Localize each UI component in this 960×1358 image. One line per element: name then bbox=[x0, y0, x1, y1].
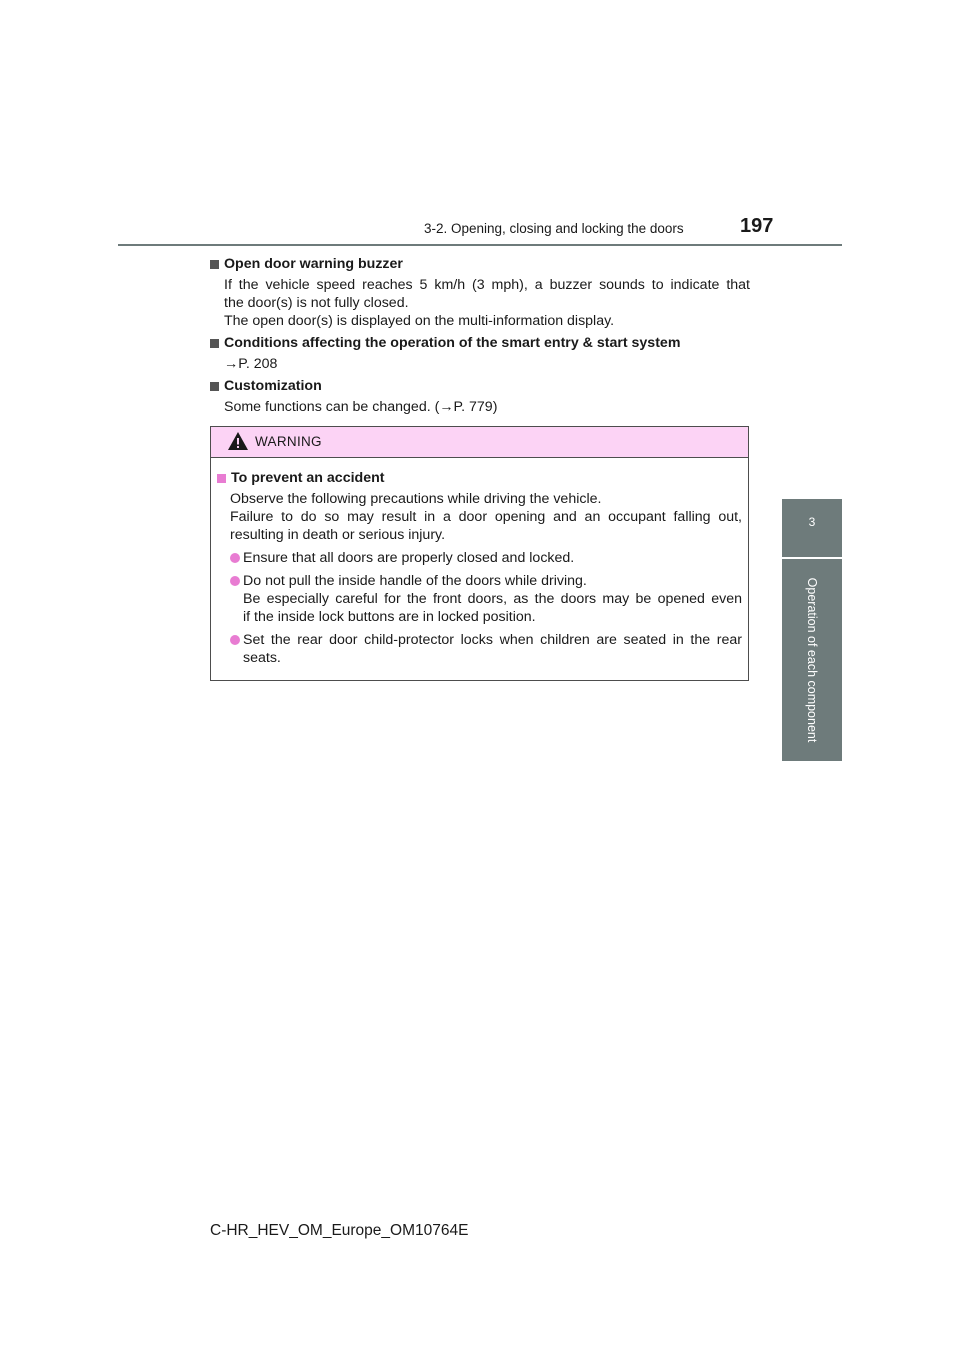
running-header-section: 3-2. Opening, closing and locking the doors bbox=[424, 221, 684, 236]
body-line: Be especially careful for the front doors, as the doors may be opened even bbox=[243, 591, 742, 607]
chapter-number: 3 bbox=[808, 515, 816, 529]
warning-body bbox=[211, 458, 748, 667]
warning-triangle-icon bbox=[227, 431, 249, 451]
warning-intro bbox=[217, 490, 742, 544]
section-heading-text: Customization bbox=[224, 378, 322, 394]
section-heading bbox=[210, 334, 750, 352]
chapter-title: Operation of each component bbox=[805, 577, 819, 743]
section-heading bbox=[210, 377, 750, 395]
body-line: Set the rear door child-protector locks when children are seated in the rear bbox=[243, 632, 742, 648]
square-bullet-icon bbox=[210, 382, 219, 391]
section-body bbox=[210, 276, 750, 330]
section-body bbox=[210, 398, 750, 416]
body-line: Some functions can be changed. (→P. 779) bbox=[224, 399, 498, 415]
main-content bbox=[210, 255, 750, 420]
warning-bullet bbox=[217, 572, 742, 626]
section-heading-text: Open door warning buzzer bbox=[224, 256, 403, 272]
warning-title: WARNING bbox=[255, 434, 322, 449]
body-line: Failure to do so may result in a door opening and an occupant falling out, bbox=[230, 509, 742, 525]
body-line: The open door(s) is displayed on the multi-information display. bbox=[224, 313, 615, 329]
square-bullet-icon bbox=[210, 339, 219, 348]
square-bullet-icon bbox=[217, 474, 226, 483]
body-line: If the vehicle speed reaches 5 km/h (3 mph), a buzzer sounds to indicate that bbox=[224, 277, 750, 293]
section-body bbox=[210, 355, 750, 373]
body-line: seats. bbox=[243, 650, 281, 666]
page-reference-link[interactable]: →P. 208 bbox=[224, 356, 278, 372]
section-open-door-buzzer bbox=[210, 255, 750, 330]
body-line: resulting in death or serious injury. bbox=[230, 527, 446, 543]
body-line: Ensure that all doors are properly closed and locked. bbox=[243, 550, 575, 566]
body-line: if the inside lock buttons are in locked position. bbox=[243, 609, 536, 625]
warning-subheading-text: To prevent an accident bbox=[231, 470, 385, 486]
header-divider bbox=[118, 244, 842, 246]
square-bullet-icon bbox=[210, 260, 219, 269]
section-customization bbox=[210, 377, 750, 416]
document-footer: C-HR_HEV_OM_Europe_OM10764E bbox=[210, 1222, 469, 1239]
warning-bullet bbox=[217, 631, 742, 667]
chapter-number-tab bbox=[782, 499, 842, 557]
warning-box bbox=[210, 426, 749, 681]
round-bullet-icon bbox=[230, 553, 240, 563]
page-number: 197 bbox=[740, 215, 774, 237]
round-bullet-icon bbox=[230, 635, 240, 645]
section-heading bbox=[210, 255, 750, 273]
body-line: Observe the following precautions while driving the vehicle. bbox=[230, 491, 602, 507]
body-line: Do not pull the inside handle of the doors while driving. bbox=[243, 573, 587, 589]
warning-bullet bbox=[217, 549, 742, 567]
body-line: the door(s) is not fully closed. bbox=[224, 295, 409, 311]
section-smart-entry-conditions bbox=[210, 334, 750, 373]
round-bullet-icon bbox=[230, 576, 240, 586]
chapter-title-tab bbox=[782, 559, 842, 761]
warning-header bbox=[211, 427, 748, 458]
warning-subheading bbox=[217, 469, 742, 487]
section-heading-text: Conditions affecting the operation of the smart entry & start system bbox=[224, 335, 681, 351]
